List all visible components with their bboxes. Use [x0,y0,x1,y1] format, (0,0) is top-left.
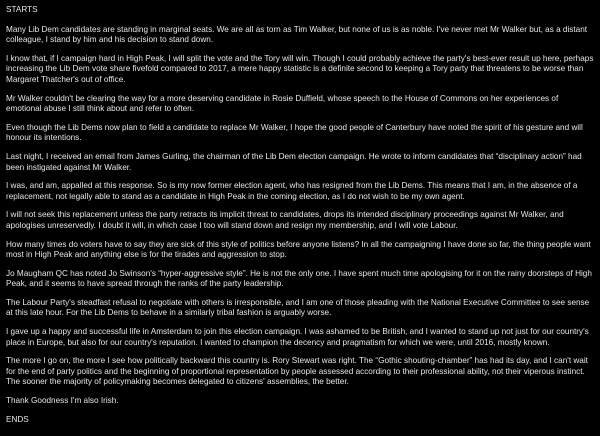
document-heading: STARTS [6,5,38,14]
paragraph: Even though the Lib Dems now plan to field a candidate to replace Mr Walker, I hope the good people of Canterbury have noted the spirit of his gesture and will honour its intentions. [6,122,583,143]
paragraph: I will not seek this replacement unless the party retracts its implicit threat to candidates, drops its intended disciplinary proceedings against Mr Walker, and apologises unreservedly. I doubt it will, in which case I too will stand down and resign my membership, and I will vote Labour. [6,210,564,230]
paragraph: Jo Maugham QC has noted Jo Swinson's “hyper-aggressive style”. He is not the only one. I have spent much time apologising for it on the rainy doorsteps of High Peak, and it seems to have spread through the ranks of the party leadership. [6,268,592,289]
paragraph: Thank Goodness I'm also Irish. [6,396,119,406]
paragraph: The more I go on, the more I see how politically backward this country is. Rory Stewart was right. The “Gothic shouting-chamber” has had its day, and I can't wait for the end of party politics and the beginning of proportional representation by people assessed according to their professional ability, not their viperous instinct. The sooner the majority of policymaking becomes delegated to citizens' assemblies, the better. [6,356,588,387]
document-body [6,25,594,407]
paragraph: I gave up a happy and successful life in Amsterdam to join this election campaign. I was ashamed to be British, and I wanted to stand up not just for our country's place in Europe, but also for our country's reputation. I wanted to champion the decency and pragmatism for which we were, until 2016, mostly known. [6,327,589,347]
paragraph: The Labour Party's steadfast refusal to negotiate with others is irresponsible, and I am one of those pleading with the National Executive Committee to see sense at this late hour. For the Lib Dems to behave in a similarly tribal fashion is arguably worse. [6,297,590,318]
paragraph: Mr Walker couldn't be clearing the way for a more deserving candidate in Rosie Duffield, whose speech to the House of Commons on her experiences of emotional abuse I still think about and refer to often. [6,93,559,114]
document-footer: ENDS [6,414,29,424]
paragraph: Last night, I received an email from James Gurling, the chairman of the Lib Dem election campaign. He wrote to inform candidates that “disciplinary action” had been instigated against Mr Walker. [6,151,582,172]
paragraph: I know that, if I campaign hard in High Peak, I will split the vote and the Tory will win. Though I could probably achieve the party's best-ever result up here, perhaps increasing the Lib Dem vote share fivefold compared to 2017, a mere happy statistic is a definite second to keeping a Tory party that threatens to be worse than Margaret Thatcher's out of office. [6,53,594,84]
paragraph: I was, and am, appalled at this response. So is my now former election agent, who has resigned from the Lib Dems. This means that I am, in the absence of a replacement, not legally able to stand as a candidate in High Peak in the coming election, as I do not wish to be my own agent. [6,181,578,201]
paragraph: How many times do voters have to say they are sick of this style of politics before anyone listens? In all the campaigning I have done so far, the thing people want most in High Peak and anything else is for the tirades and aggression to stop. [6,239,591,260]
paragraph: Many Lib Dem candidates are standing in marginal seats. We are all as torn as Tim Walker, but none of us is as noble. I've never met Mr Walker but, as a distant colleague, I stand by him and his decision to stand down. [6,24,588,45]
